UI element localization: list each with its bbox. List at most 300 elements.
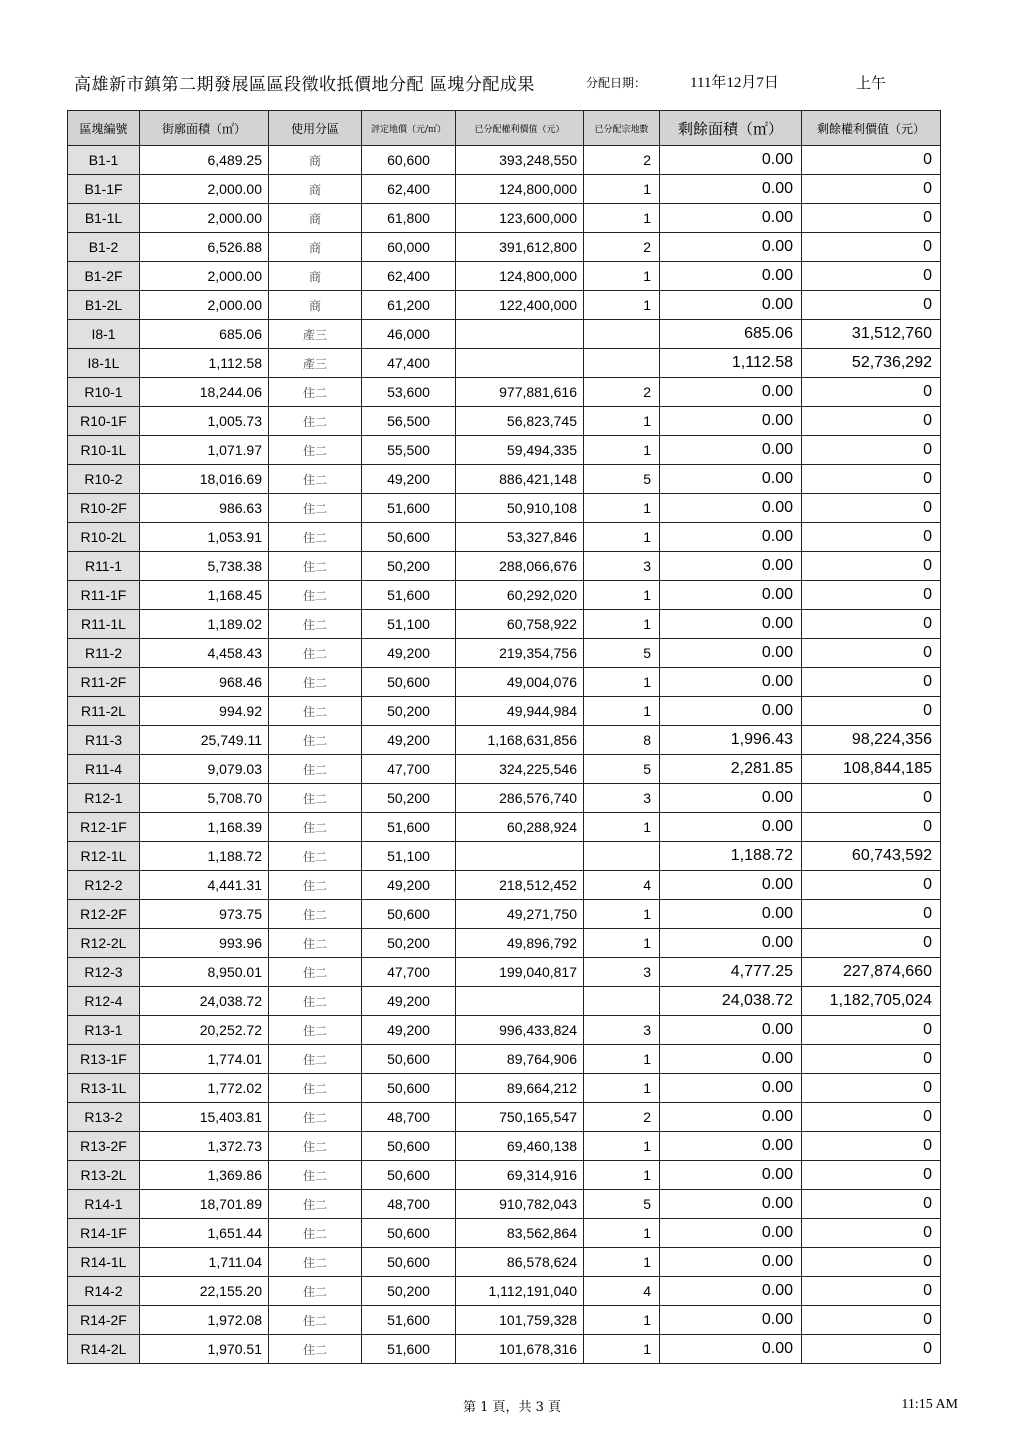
cell-block-id: R13-1L [68,1074,140,1103]
cell-allocated-value: 219,354,756 [456,639,584,668]
cell-block-id: R12-2L [68,929,140,958]
page-header [74,70,974,98]
cell-assessed-price: 51,600 [362,1306,456,1335]
table-row [68,842,941,871]
cell-assessed-price: 62,400 [362,175,456,204]
cell-remaining-value: 108,844,185 [802,755,941,784]
cell-block-area: 18,244.06 [140,378,269,407]
cell-block-area: 8,950.01 [140,958,269,987]
cell-allocated-value: 60,292,020 [456,581,584,610]
col-header-remaining-area: 剩餘面積（㎡） [660,111,802,146]
cell-assessed-price: 51,600 [362,1335,456,1364]
cell-zoning: 住二 [269,929,362,958]
cell-assessed-price: 53,600 [362,378,456,407]
cell-assessed-price: 50,600 [362,900,456,929]
table-header-row [68,111,941,146]
cell-allocated-value: 60,758,922 [456,610,584,639]
cell-remaining-area: 24,038.72 [660,987,802,1016]
cell-remaining-area: 0.00 [660,1277,802,1306]
cell-remaining-area: 0.00 [660,1103,802,1132]
cell-block-id: R14-2L [68,1335,140,1364]
cell-assessed-price: 51,100 [362,842,456,871]
col-header-assessed-price: 評定地價（元/㎡） [362,111,456,146]
cell-block-area: 2,000.00 [140,204,269,233]
cell-allocated-lots: 1 [584,581,660,610]
cell-block-id: R12-3 [68,958,140,987]
cell-remaining-value: 0 [802,523,941,552]
cell-assessed-price: 60,000 [362,233,456,262]
cell-remaining-value: 0 [802,1161,941,1190]
cell-zoning: 住二 [269,987,362,1016]
cell-block-id: R13-1F [68,1045,140,1074]
cell-block-id: R10-1 [68,378,140,407]
cell-block-id: B1-1L [68,204,140,233]
cell-allocated-lots: 1 [584,1335,660,1364]
cell-remaining-value: 0 [802,610,941,639]
cell-zoning: 產三 [269,320,362,349]
cell-remaining-area: 0.00 [660,436,802,465]
cell-remaining-value: 0 [802,1277,941,1306]
cell-remaining-value: 0 [802,813,941,842]
cell-assessed-price: 50,200 [362,784,456,813]
cell-block-area: 4,458.43 [140,639,269,668]
cell-block-area: 1,005.73 [140,407,269,436]
cell-block-area: 1,168.39 [140,813,269,842]
col-header-zoning: 使用分區 [269,111,362,146]
table-row [68,929,941,958]
cell-zoning: 住二 [269,494,362,523]
cell-block-area: 9,079.03 [140,755,269,784]
cell-assessed-price: 50,600 [362,1132,456,1161]
cell-block-id: B1-2 [68,233,140,262]
cell-assessed-price: 50,600 [362,1161,456,1190]
cell-remaining-value: 0 [802,552,941,581]
cell-allocated-value: 49,944,984 [456,697,584,726]
cell-assessed-price: 51,100 [362,610,456,639]
cell-remaining-area: 0.00 [660,262,802,291]
cell-allocated-lots: 1 [584,1306,660,1335]
cell-allocated-value: 286,576,740 [456,784,584,813]
table-row [68,407,941,436]
table-row [68,552,941,581]
cell-remaining-area: 4,777.25 [660,958,802,987]
cell-remaining-value: 0 [802,1219,941,1248]
cell-allocated-value: 49,271,750 [456,900,584,929]
table-row [68,1219,941,1248]
cell-zoning: 住二 [269,900,362,929]
cell-remaining-area: 0.00 [660,233,802,262]
cell-block-area: 4,441.31 [140,871,269,900]
cell-block-id: R14-2 [68,1277,140,1306]
cell-allocated-lots: 1 [584,523,660,552]
cell-assessed-price: 49,200 [362,1016,456,1045]
cell-block-id: R11-1L [68,610,140,639]
cell-assessed-price: 50,200 [362,552,456,581]
cell-assessed-price: 50,200 [362,1277,456,1306]
cell-allocated-lots: 1 [584,1248,660,1277]
cell-allocated-value: 288,066,676 [456,552,584,581]
cell-zoning: 住二 [269,1190,362,1219]
cell-allocated-lots: 2 [584,233,660,262]
cell-allocated-lots [584,320,660,349]
cell-allocated-lots: 1 [584,697,660,726]
cell-allocated-value [456,842,584,871]
table-row [68,320,941,349]
cell-zoning: 住二 [269,378,362,407]
cell-allocated-lots: 1 [584,204,660,233]
table-row [68,1074,941,1103]
cell-assessed-price: 50,600 [362,1074,456,1103]
cell-zoning: 住二 [269,668,362,697]
cell-block-area: 968.46 [140,668,269,697]
cell-block-area: 2,000.00 [140,175,269,204]
cell-block-area: 994.92 [140,697,269,726]
cell-allocated-value: 83,562,864 [456,1219,584,1248]
cell-block-id: R10-1L [68,436,140,465]
cell-remaining-area: 0.00 [660,494,802,523]
cell-allocated-lots: 2 [584,146,660,175]
cell-allocated-lots: 1 [584,291,660,320]
table-row [68,523,941,552]
table-row [68,958,941,987]
table-row [68,1248,941,1277]
cell-block-id: R12-4 [68,987,140,1016]
cell-allocated-lots: 1 [584,436,660,465]
table-row [68,784,941,813]
cell-remaining-value: 0 [802,639,941,668]
cell-remaining-area: 0.00 [660,668,802,697]
cell-allocated-lots: 1 [584,900,660,929]
cell-remaining-value: 52,736,292 [802,349,941,378]
cell-remaining-value: 1,182,705,024 [802,987,941,1016]
cell-zoning: 住二 [269,610,362,639]
cell-remaining-value: 0 [802,784,941,813]
cell-zoning: 商 [269,233,362,262]
table-row [68,610,941,639]
cell-remaining-value: 0 [802,465,941,494]
cell-remaining-value: 0 [802,1190,941,1219]
table-row [68,1277,941,1306]
table-row [68,349,941,378]
cell-block-id: R12-2 [68,871,140,900]
cell-allocated-lots: 1 [584,407,660,436]
cell-allocated-lots: 2 [584,378,660,407]
cell-remaining-area: 0.00 [660,929,802,958]
cell-zoning: 住二 [269,523,362,552]
cell-remaining-area: 685.06 [660,320,802,349]
cell-assessed-price: 49,200 [362,871,456,900]
cell-allocated-value: 59,494,335 [456,436,584,465]
cell-block-area: 1,972.08 [140,1306,269,1335]
cell-allocated-value: 218,512,452 [456,871,584,900]
cell-remaining-value: 0 [802,494,941,523]
cell-block-area: 2,000.00 [140,262,269,291]
table-row [68,1103,941,1132]
table-row [68,494,941,523]
cell-allocated-value: 101,759,328 [456,1306,584,1335]
cell-block-id: R11-1 [68,552,140,581]
cell-block-id: R12-1F [68,813,140,842]
cell-zoning: 住二 [269,697,362,726]
cell-allocated-value: 124,800,000 [456,262,584,291]
cell-allocated-lots: 3 [584,784,660,813]
cell-zoning: 住二 [269,581,362,610]
cell-assessed-price: 48,700 [362,1103,456,1132]
table-row [68,291,941,320]
cell-allocated-value: 53,327,846 [456,523,584,552]
cell-assessed-price: 47,700 [362,755,456,784]
cell-zoning: 住二 [269,1161,362,1190]
cell-block-id: R13-2 [68,1103,140,1132]
col-header-block-area: 街廓面積（㎡） [140,111,269,146]
cell-allocated-value: 996,433,824 [456,1016,584,1045]
cell-remaining-value: 0 [802,1103,941,1132]
cell-remaining-value: 0 [802,668,941,697]
cell-block-id: R12-2F [68,900,140,929]
table-row [68,1306,941,1335]
cell-allocated-value: 56,823,745 [456,407,584,436]
table-row [68,668,941,697]
table-row [68,146,941,175]
page-number: 第 1 頁，共 3 頁 [462,1400,562,1415]
cell-allocated-lots: 1 [584,610,660,639]
cell-zoning: 住二 [269,1219,362,1248]
cell-remaining-area: 0.00 [660,1248,802,1277]
cell-assessed-price: 46,000 [362,320,456,349]
cell-block-id: B1-1 [68,146,140,175]
print-time: 11:15 AM [901,1397,958,1412]
table-row [68,581,941,610]
cell-assessed-price: 60,600 [362,146,456,175]
cell-block-id: B1-1F [68,175,140,204]
cell-allocated-lots [584,349,660,378]
cell-remaining-area: 0.00 [660,1132,802,1161]
cell-assessed-price: 55,500 [362,436,456,465]
cell-allocated-value: 69,314,916 [456,1161,584,1190]
cell-allocated-lots: 8 [584,726,660,755]
cell-block-area: 22,155.20 [140,1277,269,1306]
cell-zoning: 住二 [269,465,362,494]
table-row [68,262,941,291]
cell-zoning: 住二 [269,1306,362,1335]
cell-block-id: R11-2L [68,697,140,726]
cell-assessed-price: 50,200 [362,697,456,726]
table-row [68,175,941,204]
cell-block-id: R14-1 [68,1190,140,1219]
cell-assessed-price: 47,400 [362,349,456,378]
cell-block-id: B1-2F [68,262,140,291]
cell-block-id: R10-2F [68,494,140,523]
cell-zoning: 住二 [269,1045,362,1074]
cell-block-area: 1,369.86 [140,1161,269,1190]
cell-allocated-value: 122,400,000 [456,291,584,320]
cell-assessed-price: 50,200 [362,929,456,958]
cell-allocated-lots: 5 [584,1190,660,1219]
cell-block-area: 1,053.91 [140,523,269,552]
cell-allocated-value: 199,040,817 [456,958,584,987]
cell-remaining-area: 0.00 [660,784,802,813]
cell-block-area: 1,188.72 [140,842,269,871]
cell-assessed-price: 62,400 [362,262,456,291]
cell-remaining-area: 0.00 [660,1190,802,1219]
cell-block-id: R11-3 [68,726,140,755]
table-row [68,900,941,929]
cell-remaining-area: 0.00 [660,610,802,639]
cell-allocated-value: 60,288,924 [456,813,584,842]
cell-allocated-value: 750,165,547 [456,1103,584,1132]
cell-assessed-price: 50,600 [362,1045,456,1074]
cell-block-id: R13-1 [68,1016,140,1045]
cell-block-area: 685.06 [140,320,269,349]
cell-allocated-lots: 1 [584,1219,660,1248]
cell-remaining-area: 0.00 [660,552,802,581]
cell-block-id: R11-4 [68,755,140,784]
table-row [68,987,941,1016]
cell-block-area: 6,526.88 [140,233,269,262]
cell-allocated-value: 49,896,792 [456,929,584,958]
cell-zoning: 商 [269,291,362,320]
cell-allocated-lots: 1 [584,1074,660,1103]
cell-zoning: 商 [269,175,362,204]
cell-assessed-price: 49,200 [362,987,456,1016]
cell-block-area: 1,970.51 [140,1335,269,1364]
cell-zoning: 住二 [269,755,362,784]
cell-allocated-value: 89,764,906 [456,1045,584,1074]
table-row [68,1190,941,1219]
cell-block-area: 1,772.02 [140,1074,269,1103]
cell-zoning: 住二 [269,552,362,581]
cell-zoning: 商 [269,204,362,233]
cell-allocated-lots: 5 [584,755,660,784]
cell-remaining-value: 0 [802,1132,941,1161]
cell-assessed-price: 51,600 [362,813,456,842]
cell-block-area: 1,372.73 [140,1132,269,1161]
cell-allocated-lots: 4 [584,1277,660,1306]
cell-zoning: 住二 [269,407,362,436]
cell-block-id: R10-2 [68,465,140,494]
cell-remaining-value: 0 [802,1045,941,1074]
cell-assessed-price: 51,600 [362,494,456,523]
col-header-remaining-value: 剩餘權利價值（元） [802,111,941,146]
cell-allocated-lots: 5 [584,465,660,494]
cell-block-id: R10-1F [68,407,140,436]
table-body [68,146,941,1364]
cell-zoning: 住二 [269,1248,362,1277]
cell-allocated-lots: 1 [584,1161,660,1190]
cell-block-area: 1,651.44 [140,1219,269,1248]
cell-block-id: B1-2L [68,291,140,320]
cell-allocated-value: 89,664,212 [456,1074,584,1103]
cell-remaining-area: 0.00 [660,465,802,494]
cell-remaining-value: 0 [802,1248,941,1277]
table-row [68,1132,941,1161]
cell-remaining-value: 0 [802,697,941,726]
cell-assessed-price: 50,600 [362,523,456,552]
table-row [68,697,941,726]
cell-allocated-value: 1,168,631,856 [456,726,584,755]
cell-allocated-lots [584,842,660,871]
cell-zoning: 住二 [269,842,362,871]
cell-block-area: 1,071.97 [140,436,269,465]
cell-assessed-price: 49,200 [362,465,456,494]
cell-block-area: 18,701.89 [140,1190,269,1219]
cell-remaining-value: 0 [802,262,941,291]
cell-block-area: 5,738.38 [140,552,269,581]
cell-assessed-price: 49,200 [362,726,456,755]
cell-block-area: 986.63 [140,494,269,523]
cell-remaining-value: 0 [802,146,941,175]
cell-zoning: 住二 [269,958,362,987]
cell-remaining-area: 0.00 [660,407,802,436]
cell-block-area: 15,403.81 [140,1103,269,1132]
cell-remaining-area: 2,281.85 [660,755,802,784]
cell-zoning: 住二 [269,1132,362,1161]
cell-remaining-area: 0.00 [660,900,802,929]
table-row [68,1161,941,1190]
cell-block-area: 24,038.72 [140,987,269,1016]
cell-allocated-lots: 2 [584,1103,660,1132]
cell-remaining-area: 0.00 [660,1335,802,1364]
table-row [68,813,941,842]
cell-remaining-value: 0 [802,1016,941,1045]
cell-assessed-price: 61,800 [362,204,456,233]
cell-block-area: 1,711.04 [140,1248,269,1277]
cell-remaining-area: 1,996.43 [660,726,802,755]
date-label: 分配日期： [586,76,647,90]
cell-block-area: 18,016.69 [140,465,269,494]
cell-zoning: 住二 [269,813,362,842]
cell-zoning: 住二 [269,436,362,465]
cell-zoning: 住二 [269,1074,362,1103]
period-label: 上午 [856,74,887,92]
table-row [68,436,941,465]
cell-zoning: 住二 [269,726,362,755]
cell-allocated-value: 886,421,148 [456,465,584,494]
cell-allocated-value: 324,225,546 [456,755,584,784]
cell-remaining-area: 1,112.58 [660,349,802,378]
cell-remaining-area: 0.00 [660,1074,802,1103]
cell-remaining-area: 0.00 [660,697,802,726]
cell-remaining-value: 0 [802,233,941,262]
cell-block-id: R14-2F [68,1306,140,1335]
col-header-allocated-lots: 已分配宗地數 [584,111,660,146]
cell-assessed-price: 47,700 [362,958,456,987]
cell-block-id: R10-2L [68,523,140,552]
cell-block-id: R13-2L [68,1161,140,1190]
cell-remaining-area: 0.00 [660,146,802,175]
cell-block-id: R11-2 [68,639,140,668]
cell-zoning: 住二 [269,1277,362,1306]
cell-allocated-lots: 1 [584,929,660,958]
cell-remaining-area: 0.00 [660,1306,802,1335]
cell-assessed-price: 50,600 [362,668,456,697]
cell-allocated-lots [584,987,660,1016]
cell-allocated-lots: 1 [584,668,660,697]
cell-block-area: 1,189.02 [140,610,269,639]
cell-allocated-lots: 3 [584,958,660,987]
cell-allocated-value: 101,678,316 [456,1335,584,1364]
cell-remaining-value: 60,743,592 [802,842,941,871]
table-row [68,204,941,233]
cell-block-id: R12-1L [68,842,140,871]
cell-remaining-value: 0 [802,1074,941,1103]
cell-allocated-value [456,987,584,1016]
cell-block-id: R12-1 [68,784,140,813]
cell-remaining-value: 0 [802,581,941,610]
cell-allocated-lots: 1 [584,1045,660,1074]
cell-zoning: 住二 [269,639,362,668]
cell-remaining-area: 0.00 [660,1016,802,1045]
